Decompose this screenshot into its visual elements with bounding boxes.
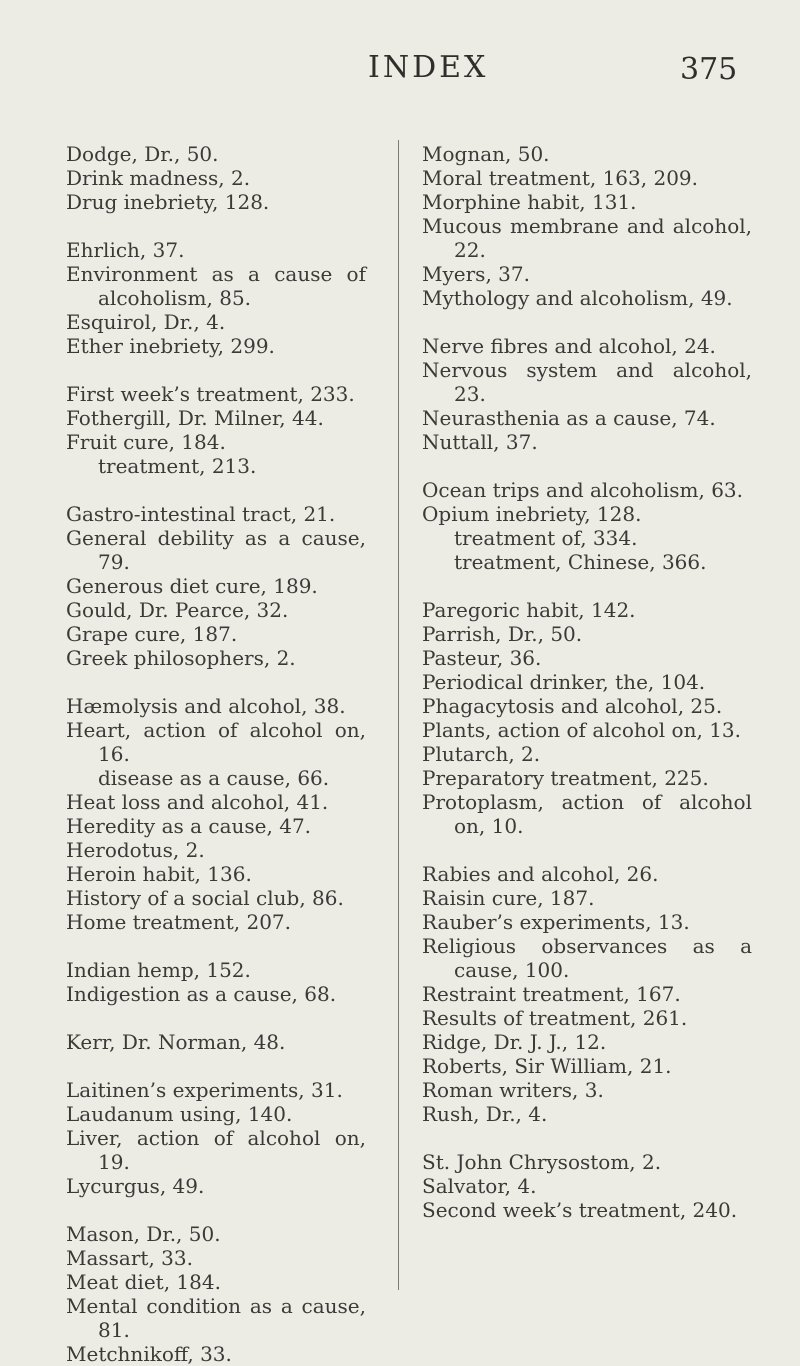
section-gap [422, 310, 752, 334]
index-entry: Plants, action of alcohol on, 13. [422, 718, 741, 742]
index-subentry: treatment of, 334. [454, 526, 638, 550]
index-entry: Pasteur, 36. [422, 646, 542, 670]
index-entry: Mythology and alcoholism, 49. [422, 286, 733, 310]
section-gap [422, 454, 752, 478]
index-entry: Ether inebriety, 299. [66, 334, 275, 358]
index-entry: Ocean trips and alcoholism, 63. [422, 478, 744, 502]
section-gap [66, 1006, 366, 1030]
index-entry: Fruit cure, 184. [66, 430, 226, 454]
index-entry: Kerr, Dr. Norman, 48. [66, 1030, 286, 1054]
index-entry: St. John Chrysostom, 2. [422, 1150, 662, 1174]
index-entry: Roman writers, 3. [422, 1078, 604, 1102]
index-entry: Heredity as a cause, 47. [66, 814, 312, 838]
index-entry: Nuttall, 37. [422, 430, 538, 454]
index-entry: Herodotus, 2. [66, 838, 205, 862]
index-entry: Laudanum using, 140. [66, 1102, 293, 1126]
index-subentry: disease as a cause, 66. [98, 766, 330, 790]
index-entry: Religious observances as a cause, 100. [422, 934, 752, 982]
index-entry: Drink madness, 2. [66, 166, 251, 190]
index-entry: Roberts, Sir William, 21. [422, 1054, 672, 1078]
index-entry: Hæmolysis and alcohol, 38. [66, 694, 346, 718]
index-entry: Myers, 37. [422, 262, 530, 286]
section-gap [66, 1054, 366, 1078]
index-entry: Dodge, Dr., 50. [66, 142, 219, 166]
index-entry: Nervous system and alcohol, 23. [422, 358, 752, 406]
index-entry: Nerve fibres and alcohol, 24. [422, 334, 716, 358]
index-entry: History of a social club, 86. [66, 886, 344, 910]
index-entry: Grape cure, 187. [66, 622, 238, 646]
index-entry: Rush, Dr., 4. [422, 1102, 548, 1126]
index-entry: Gould, Dr. Pearce, 32. [66, 598, 289, 622]
index-subentry: treatment, Chinese, 366. [454, 550, 707, 574]
index-entry: Periodical drinker, the, 104. [422, 670, 706, 694]
index-entry: Lycurgus, 49. [66, 1174, 205, 1198]
index-entry: Gastro-intestinal tract, 21. [66, 502, 336, 526]
index-entry: Indian hemp, 152. [66, 958, 251, 982]
index-entry: Heat loss and alcohol, 41. [66, 790, 329, 814]
index-entry: General debility as a cause, 79. [66, 526, 366, 574]
index-entry: Esquirol, Dr., 4. [66, 310, 226, 334]
index-entry: Liver, action of alcohol on, 19. [66, 1126, 366, 1174]
index-entry: Environment as a cause of alcoholism, 85. [66, 262, 366, 310]
index-entry: Drug inebriety, 128. [66, 190, 270, 214]
index-entry: Neurasthenia as a cause, 74. [422, 406, 716, 430]
index-entry: Results of treatment, 261. [422, 1006, 688, 1030]
section-gap [66, 934, 366, 958]
index-column-right [422, 142, 752, 1222]
index-entry: Mental condition as a cause, 81. [66, 1294, 366, 1342]
section-gap [66, 358, 366, 382]
index-entry: Paregoric habit, 142. [422, 598, 636, 622]
section-gap [66, 1198, 366, 1222]
index-entry: Massart, 33. [66, 1246, 193, 1270]
index-entry: Ehrlich, 37. [66, 238, 185, 262]
index-entry: First week’s treatment, 233. [66, 382, 355, 406]
index-entry: Preparatory treatment, 225. [422, 766, 709, 790]
index-entry: Restraint treatment, 167. [422, 982, 681, 1006]
index-entry: Indigestion as a cause, 68. [66, 982, 337, 1006]
section-gap [66, 478, 366, 502]
index-entry: Rabies and alcohol, 26. [422, 862, 659, 886]
index-entry: Raisin cure, 187. [422, 886, 595, 910]
index-entry: Salvator, 4. [422, 1174, 537, 1198]
index-entry: Protoplasm, action of alcohol on, 10. [422, 790, 752, 838]
page-title: INDEX [368, 50, 489, 85]
index-entry: Greek philosophers, 2. [66, 646, 296, 670]
index-entry: Heroin habit, 136. [66, 862, 252, 886]
section-gap [422, 1126, 752, 1150]
index-entry: Fothergill, Dr. Milner, 44. [66, 406, 324, 430]
section-gap [422, 574, 752, 598]
index-entry: Heart, action of alcohol on, 16. [66, 718, 366, 766]
index-entry: Mucous membrane and alcohol, 22. [422, 214, 752, 262]
index-entry: Home treatment, 207. [66, 910, 291, 934]
index-subentry: treatment, 213. [98, 454, 257, 478]
column-divider [398, 140, 399, 1290]
index-entry: Meat diet, 184. [66, 1270, 221, 1294]
index-entry: Morphine habit, 131. [422, 190, 637, 214]
index-entry: Ridge, Dr. J. J., 12. [422, 1030, 607, 1054]
index-entry: Generous diet cure, 189. [66, 574, 318, 598]
index-entry: Rauber’s experiments, 13. [422, 910, 690, 934]
page-header [0, 50, 800, 90]
index-entry: Phagacytosis and alcohol, 25. [422, 694, 723, 718]
index-entry: Mognan, 50. [422, 142, 550, 166]
index-entry: Second week’s treatment, 240. [422, 1198, 738, 1222]
index-column-left [66, 142, 366, 1366]
index-entry: Opium inebriety, 128. [422, 502, 642, 526]
index-entry: Moral treatment, 163, 209. [422, 166, 699, 190]
section-gap [66, 214, 366, 238]
section-gap [422, 838, 752, 862]
page-number: 375 [680, 52, 738, 87]
index-entry: Plutarch, 2. [422, 742, 541, 766]
index-entry: Parrish, Dr., 50. [422, 622, 583, 646]
section-gap [66, 670, 366, 694]
index-entry: Mason, Dr., 50. [66, 1222, 221, 1246]
index-entry: Laitinen’s experiments, 31. [66, 1078, 343, 1102]
index-entry: Metchnikoff, 33. [66, 1342, 232, 1366]
